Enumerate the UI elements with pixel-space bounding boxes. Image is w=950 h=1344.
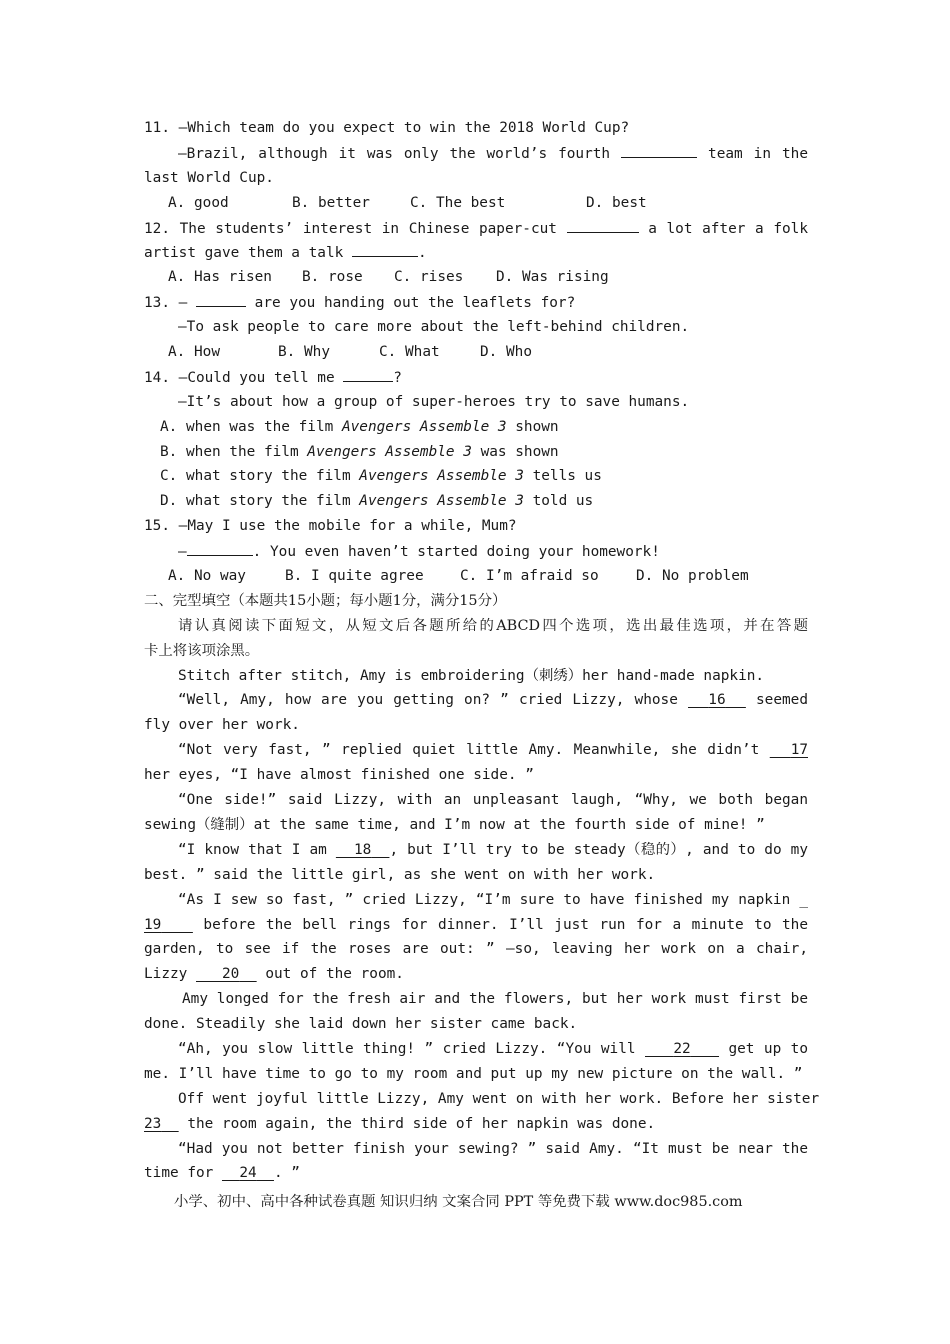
- option-b[interactable]: B. I quite agree: [285, 568, 424, 585]
- passage-line: “Not very fast, ” replied quiet little Amy. Meanwhile, she didn’t 17: [178, 742, 808, 759]
- section-instruction-cont: 卡上将该项涂黑。: [144, 642, 260, 659]
- film-title: Avengers Assemble 3: [359, 468, 524, 485]
- blank-20[interactable]: 20: [222, 966, 240, 983]
- question-11: 11. —Which team do you expect to win the 2018 World Cup?: [144, 120, 630, 136]
- option-a[interactable]: A. No way: [168, 568, 246, 585]
- passage-line: “Well, Amy, how are you getting on? ” cried Lizzy, whose 16 seemed: [178, 692, 808, 709]
- question-15-options: [144, 564, 808, 589]
- passage-line: sewing（缝制）at the same time, and I’m now at the fourth side of mine! ”: [144, 816, 765, 833]
- option-b[interactable]: B. when the film Avengers Assemble 3 was shown: [160, 443, 559, 460]
- option-d[interactable]: D. what story the film Avengers Assemble 3 told us: [160, 493, 594, 510]
- answer-blank[interactable]: [352, 240, 418, 257]
- passage-line: 23 the room again, the third side of her napkin was done.: [144, 1115, 656, 1132]
- option-a[interactable]: A. when was the film Avengers Assemble 3 shown: [160, 418, 559, 435]
- answer-blank[interactable]: [567, 216, 639, 233]
- blank-22[interactable]: 22: [673, 1040, 691, 1057]
- question-12-options: [144, 265, 808, 290]
- question-12-cont: artist gave them a talk .: [144, 240, 808, 265]
- option-b[interactable]: B. Why: [278, 344, 330, 361]
- question-13-options: [144, 340, 808, 365]
- blank-17[interactable]: 17: [790, 742, 808, 759]
- passage-line: Stitch after stitch, Amy is embroidering（刺绣）her hand-made napkin.: [178, 667, 765, 684]
- option-c[interactable]: C. The best: [410, 194, 506, 211]
- passage-line: “Had you not better finish your sewing? ” said Amy. “It must be near the: [178, 1140, 808, 1157]
- option-c[interactable]: C. what story the film Avengers Assemble 3 tells us: [160, 468, 602, 485]
- passage-line: “One side!” said Lizzy, with an unpleasant laugh, “Why, we both began: [178, 792, 808, 809]
- question-12: 12. The students’ interest in Chinese paper-cut a lot after a folk: [144, 216, 808, 241]
- question-13-answer: —To ask people to care more about the left-behind children.: [178, 319, 690, 336]
- footer-ad[interactable]: 小学、初中、高中各种试卷真题 知识归纳 文案合同 PPT 等免费下载 www.doc985.com: [174, 1194, 743, 1210]
- option-b[interactable]: B. rose: [302, 269, 363, 286]
- answer-blank[interactable]: [196, 290, 246, 307]
- question-13: 13. — are you handing out the leaflets for?: [144, 290, 808, 315]
- film-title: Avengers Assemble 3: [307, 443, 472, 460]
- question-15: 15. —May I use the mobile for a while, Mum?: [144, 518, 517, 535]
- option-a[interactable]: A. good: [168, 194, 229, 211]
- passage-line: garden, to see if the roses are out: ” —so, leaving her work on a chair,: [144, 941, 808, 958]
- passage-line: “Ah, you slow little thing! ” cried Lizzy. “You will 22 get up to: [178, 1040, 808, 1057]
- passage-line: her eyes, “I have almost finished one side. ”: [144, 767, 534, 784]
- passage-line: Off went joyful little Lizzy, Amy went on with her work. Before her sister: [178, 1090, 820, 1107]
- passage-line: 19 before the bell rings for dinner. I’ll just run for a minute to the: [144, 916, 808, 933]
- option-c[interactable]: C. What: [379, 344, 440, 361]
- passage-line: time for 24 . ”: [144, 1165, 300, 1182]
- passage-line: “As I sew so fast, ” cried Lizzy, “I’m sure to have finished my napkin _: [178, 891, 808, 908]
- passage-line: me. I’ll have time to go to my room and put up my new picture on the wall. ”: [144, 1065, 803, 1082]
- exam-content: [144, 116, 820, 1186]
- passage-line: best. ” said the little girl, as she went on with her work.: [144, 866, 656, 883]
- option-c[interactable]: C. I’m afraid so: [460, 568, 599, 585]
- answer-blank[interactable]: [187, 539, 253, 556]
- question-14-answer: —It’s about how a group of super-heroes try to save humans.: [178, 393, 690, 410]
- option-c[interactable]: C. rises: [394, 269, 464, 286]
- answer-blank[interactable]: [343, 365, 393, 382]
- question-11-answer: —Brazil, although it was only the world’s fourth team in the: [144, 141, 808, 166]
- option-d[interactable]: D. No problem: [636, 568, 749, 585]
- blank-16[interactable]: 16: [708, 692, 726, 709]
- blank-24[interactable]: 24: [239, 1165, 257, 1182]
- passage-line: Amy longed for the fresh air and the flowers, but her work must first be: [182, 991, 808, 1008]
- option-d[interactable]: D. Was rising: [496, 269, 609, 286]
- passage-line: fly over her work.: [144, 717, 300, 734]
- passage-line: “I know that I am 18 , but I’ll try to be steady（稳的）, and to do my: [178, 841, 808, 858]
- answer-blank[interactable]: [621, 141, 697, 158]
- blank-18[interactable]: 18: [354, 841, 372, 858]
- option-d[interactable]: D. Who: [480, 344, 532, 361]
- question-15-answer: — . You even haven’t started doing your homework!: [144, 539, 808, 564]
- option-a[interactable]: A. Has risen: [168, 269, 272, 286]
- section-heading: 二、完型填空（本题共15小题；每小题1分，满分15分）: [144, 592, 507, 609]
- blank-23[interactable]: 23: [144, 1115, 162, 1132]
- passage-line: Lizzy 20 out of the room.: [144, 966, 404, 983]
- film-title: Avengers Assemble 3: [359, 493, 524, 510]
- option-b[interactable]: B. better: [292, 194, 370, 211]
- section-instruction: 请认真阅读下面短文，从短文后各题所给的ABCD四个选项，选出最佳选项，并在答题: [178, 617, 808, 634]
- option-d[interactable]: D. best: [586, 194, 647, 211]
- question-11-options: [144, 191, 808, 216]
- film-title: Avengers Assemble 3: [341, 418, 507, 435]
- blank-19[interactable]: 19: [144, 916, 162, 933]
- question-11-answer-cont: last World Cup.: [144, 169, 274, 186]
- passage-line: done. Steadily she laid down her sister came back.: [144, 1016, 578, 1033]
- option-a[interactable]: A. How: [168, 344, 220, 361]
- question-14: 14. —Could you tell me ?: [144, 365, 808, 390]
